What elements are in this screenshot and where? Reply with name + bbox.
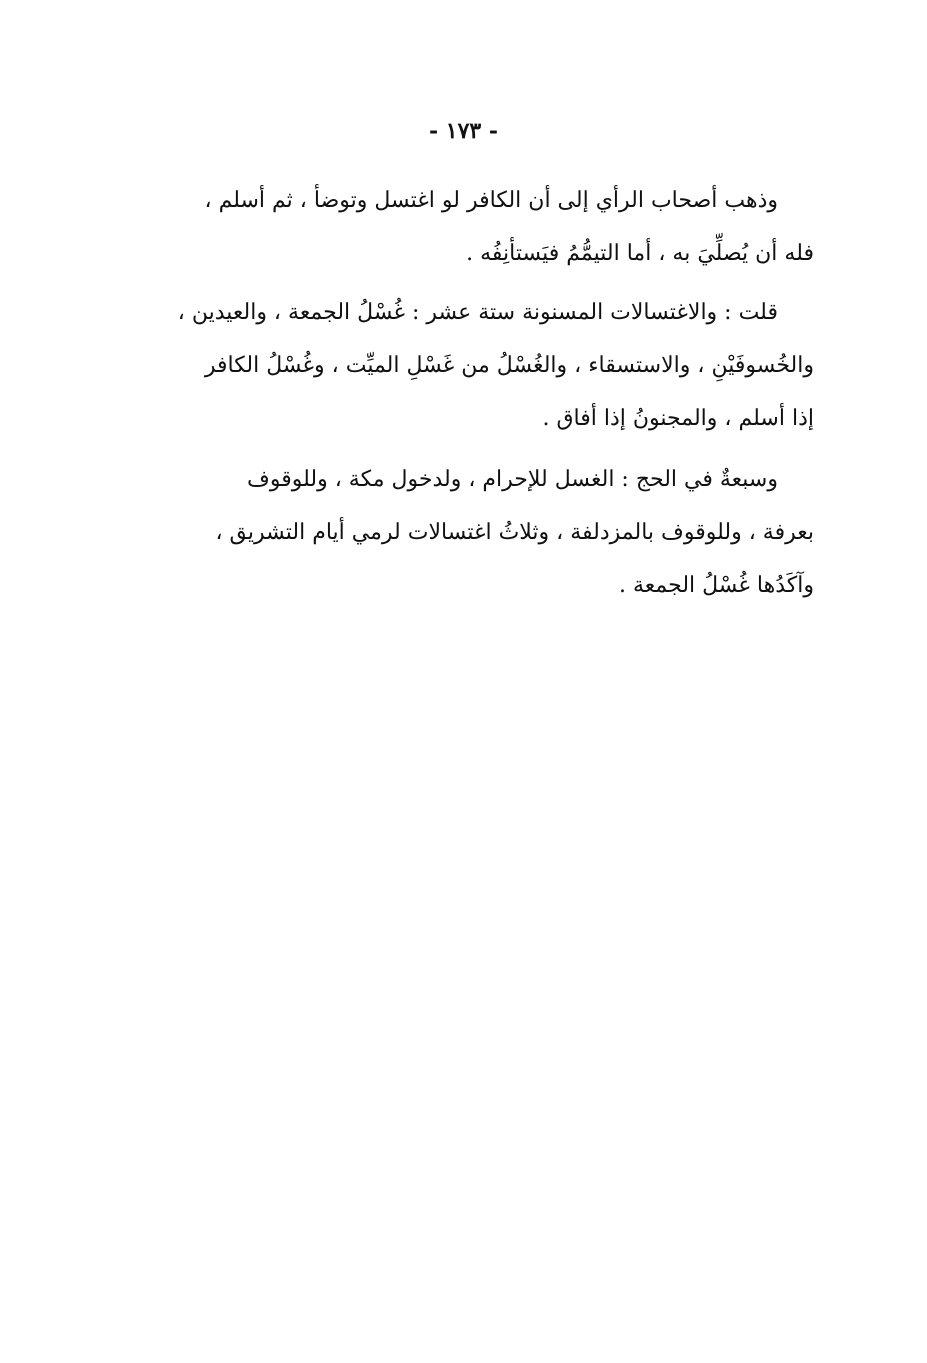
text-line: فله أن يُصلِّيَ به ، أما التيمُّمُ فيَستأنِفُه .	[466, 241, 814, 266]
paragraph-3	[172, 453, 814, 612]
text-line: وذهب أصحاب الرأي إلى أن الكافر لو اغتسل وتوضأ ، ثم أسلم ،	[204, 188, 778, 213]
text-line: إذا أسلم ، والمجنونُ إذا أفاق .	[542, 406, 814, 431]
text-line: وآكَدُها غُسْلُ الجمعة .	[619, 573, 814, 598]
paragraph-1	[172, 174, 814, 280]
text-line: بعرفة ، وللوقوف بالمزدلفة ، وثلاثُ اغتسالات لرمي أيام التشريق ،	[215, 520, 814, 545]
paragraph-2	[172, 286, 814, 445]
page-number: - ١٧٣ -	[428, 118, 499, 144]
text-line: قلت : والاغتسالات المسنونة ستة عشر : غُسْلُ الجمعة ، والعيدين ،	[177, 300, 778, 325]
text-line: وسبعةٌ في الحج : الغسل للإحرام ، ولدخول مكة ، وللوقوف	[247, 467, 778, 492]
text-line: والخُسوفَيْنِ ، والاستسقاء ، والغُسْلُ من غَسْلِ الميِّت ، وغُسْلُ الكافر	[204, 353, 814, 378]
